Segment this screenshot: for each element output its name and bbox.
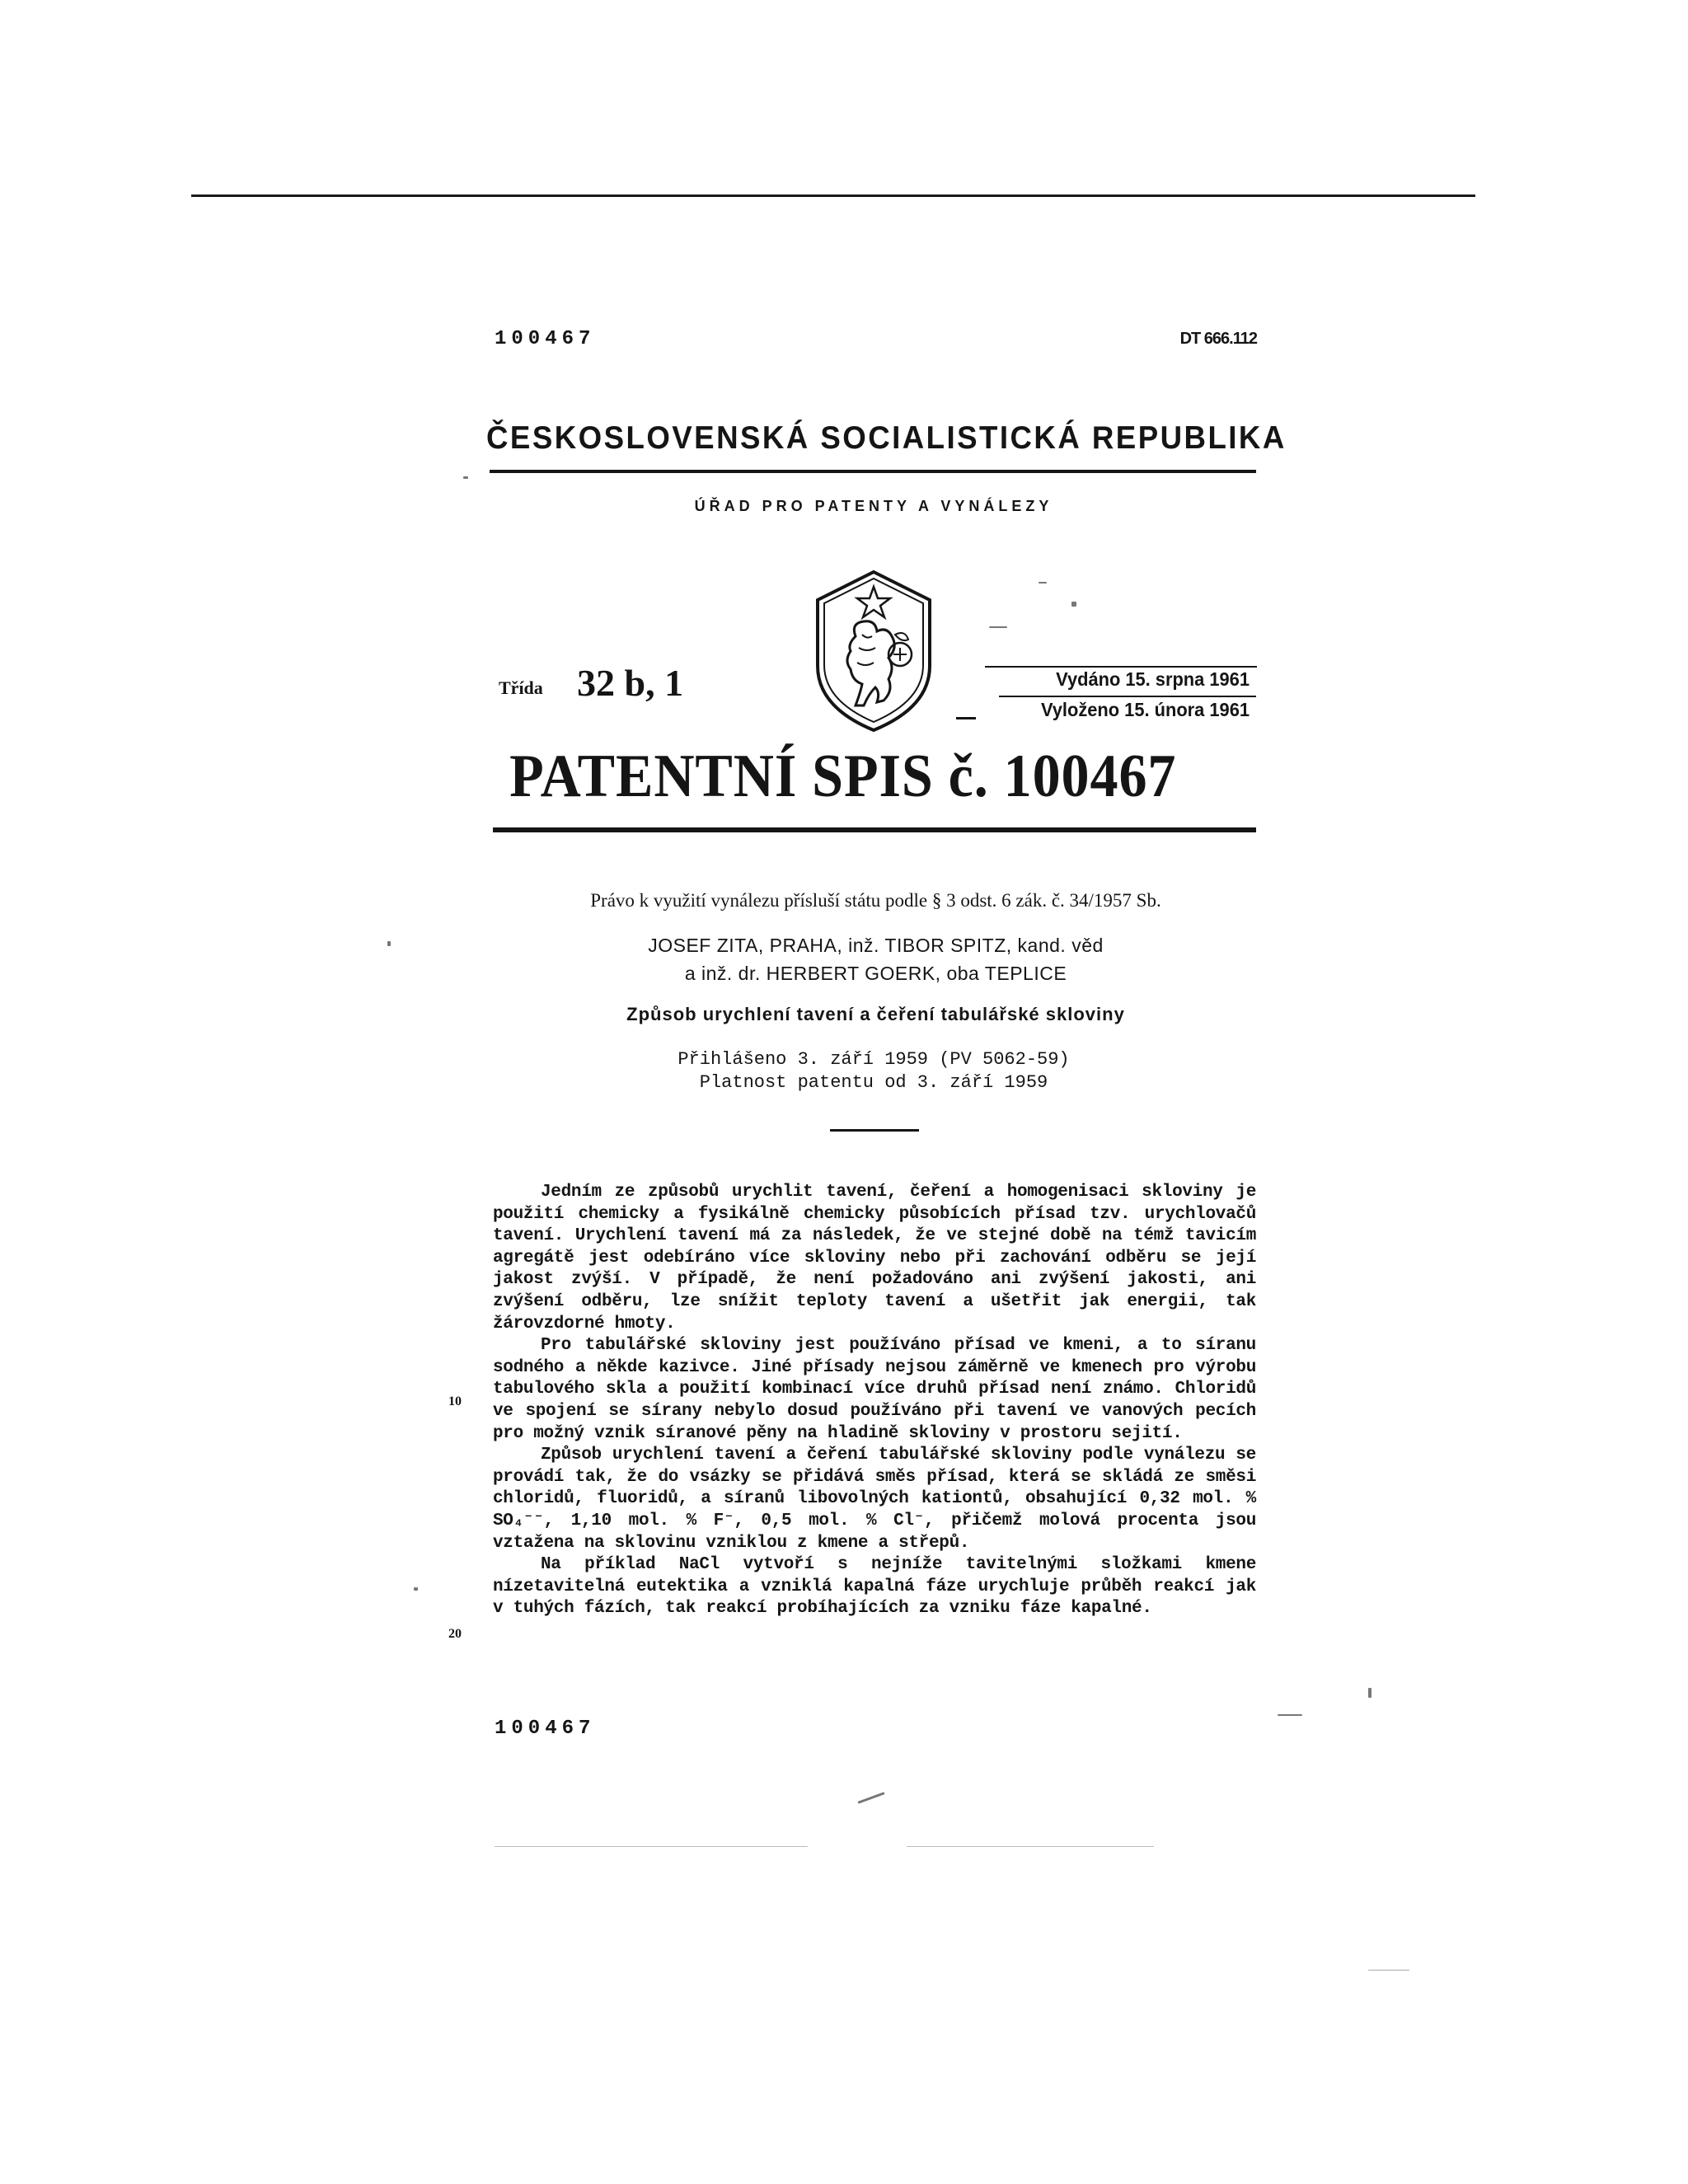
title-underline: [493, 827, 1256, 832]
class-value: 32 b, 1: [577, 662, 684, 704]
validity-date: Platnost patentu od 3. září 1959: [699, 1072, 1048, 1093]
invention-title: Způsob urychlení tavení a čeření tabulářské skloviny: [626, 1004, 1125, 1024]
scan-speck: [414, 1587, 418, 1591]
country-underline: [490, 470, 1256, 473]
office-name: ÚŘAD PRO PATENTY A VYNÁLEZY: [694, 498, 1053, 514]
scan-speck: [1071, 602, 1076, 607]
scan-speck: [1368, 1688, 1372, 1698]
filed-date: Přihlášeno 3. září 1959 (PV 5062-59): [678, 1049, 1070, 1070]
scan-speck: [1368, 1970, 1409, 1971]
document-number-top: 100467: [495, 328, 596, 350]
issued-date: Vydáno 15. srpna 1961: [1056, 668, 1250, 690]
issued-separator: [999, 696, 1256, 697]
scan-speck: [907, 1846, 1154, 1847]
scan-speck: [495, 1846, 808, 1847]
publication-dates: [963, 664, 1250, 725]
class-label: Třída: [499, 677, 543, 698]
paragraph: Na příklad NaCl vytvoří s nejníže tavitelnými složkami kmene nízetavitelná eutektika a vzniklá kapalná fáze urychluje průběh reakcí jak v tuhých fázích, tak reakcí probíhajících za vzniku fáze kapalné.: [493, 1555, 1256, 1619]
authors-line-1: JOSEF ZITA, PRAHA, inž. TIBOR SPITZ, kand. věd: [648, 935, 1104, 956]
scan-speck: [989, 626, 1007, 628]
issued-dash: [956, 717, 976, 719]
laid-open-date: Vyloženo 15. února 1961: [1041, 699, 1250, 720]
scan-speck: [858, 1792, 885, 1803]
rights-statement: Právo k využití vynálezu přísluší státu podle § 3 odst. 6 zák. č. 34/1957 Sb.: [590, 890, 1161, 911]
paragraph: Způsob urychlení tavení a čeření tabulářské skloviny podle vynálezu se provádí tak, že do vsázky se přidává směs přísad, která se skládá ze směsi chloridů, fluoridů, a síranů libovolných kationtů, obsahující 0,32 mol. % SO₄⁻⁻, 1,10 mol. % F⁻, 0,5 mol. % Cl⁻, přičemž molová procenta jsou vztažena na sklovinu vzniklou z kmene a střepů.: [493, 1446, 1256, 1553]
country-heading: ČESKOSLOVENSKÁ SOCIALISTICKÁ REPUBLIKA: [486, 420, 1287, 456]
scan-speck: [1278, 1714, 1302, 1716]
paragraph: Pro tabulářské skloviny jest používáno přísad ve kmeni, a to síranu sodného a někde kazivce. Jiné přísady nejsou záměrně ve kmenech pro výrobu tabulového skla a použití kombinací více druhů přísad není známo. Chloridů ve spojení se sírany nebylo dosud používáno při tavení ve vanových pecích pro možný vznik síranové pěny na hladině skloviny v prostoru sejití.: [493, 1336, 1256, 1443]
czechoslovak-lion-emblem-icon: [814, 569, 933, 733]
authors: [511, 931, 1240, 987]
line-number-20: 20: [448, 1627, 462, 1641]
filing-info: [577, 1048, 1170, 1094]
document-number-bottom: 100467: [495, 1718, 596, 1740]
paragraph: Jedním ze způsobů urychlit tavení, čeření a homogenisaci skloviny je použití chemicky a fysikálně chemicky působících přísad tzv. urychlovačů tavení. Urychlení tavení má za následek, že ve stejné době na témž tavicím agregátě jest odebíráno více skloviny nebo při zachování odběru se její jakost zvýší. V případě, že není požadováno ani zvýšení jakosti, ani zvýšení odběru, lze snížit teploty tavení a ušetřit jak energii, tak žárovzdorné hmoty.: [493, 1183, 1256, 1333]
dt-classification: DT 666.112: [1179, 330, 1257, 348]
section-divider: [830, 1129, 919, 1132]
scan-speck: [463, 476, 468, 479]
patent-title: PATENTNÍ SPIS č. 100467: [509, 743, 1177, 810]
scan-speck: [387, 941, 391, 946]
line-number-10: 10: [448, 1394, 462, 1408]
patent-body: [493, 1182, 1256, 1620]
authors-line-2: a inž. dr. HERBERT GOERK, oba TEPLICE: [684, 963, 1067, 984]
page-top-rule: [191, 194, 1475, 197]
scan-speck: [1039, 582, 1047, 583]
